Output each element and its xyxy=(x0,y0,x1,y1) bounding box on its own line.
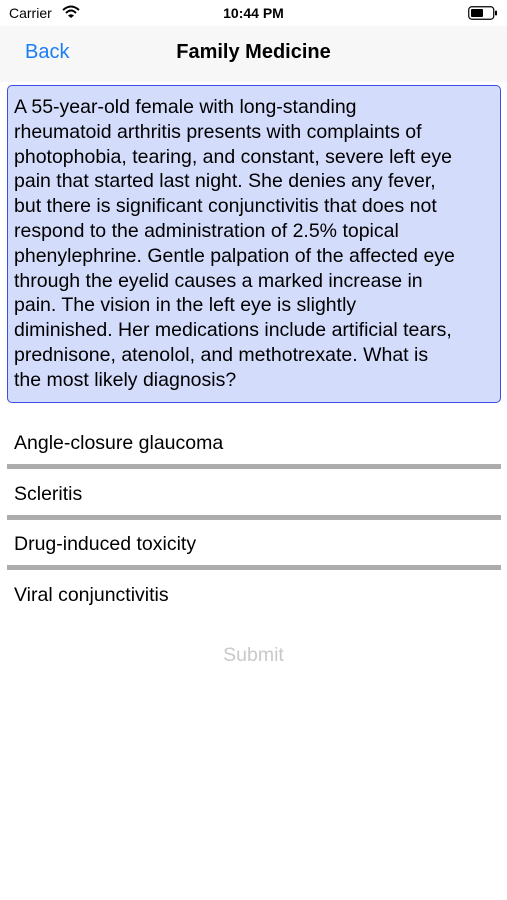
answer-option-scleritis[interactable] xyxy=(7,469,501,520)
answer-list xyxy=(7,418,501,620)
status-time: 10:44 PM xyxy=(223,5,284,21)
question-line: through the eyelid causes a marked increase in xyxy=(14,269,423,292)
carrier-label: Carrier xyxy=(9,5,52,21)
question-line: prednisone, atenolol, and methotrexate. What is xyxy=(14,343,429,366)
back-button[interactable]: Back xyxy=(25,41,70,63)
answer-option-angle-closure-glaucoma[interactable] xyxy=(7,418,501,469)
answer-label: Drug-induced toxicity xyxy=(14,533,197,555)
question-line: the most likely diagnosis? xyxy=(14,368,237,391)
status-bar xyxy=(0,0,507,26)
battery-icon xyxy=(468,6,498,20)
question-line: phenylephrine. Gentle palpation of the affected eye xyxy=(14,244,455,267)
question-text xyxy=(7,85,501,403)
answer-label: Viral conjunctivitis xyxy=(14,583,169,606)
navigation-bar xyxy=(0,26,507,82)
answer-option-viral-conjunctivitis[interactable] xyxy=(7,570,501,621)
question-line: photophobia, tearing, and constant, severe left eye xyxy=(14,145,452,168)
answer-label: Scleritis xyxy=(14,482,83,505)
answer-label: Angle-closure glaucoma xyxy=(14,432,224,454)
question-line: respond to the administration of 2.5% topical xyxy=(14,219,399,242)
page-title: Family Medicine xyxy=(176,41,331,63)
question-line: but there is significant conjunctivitis that does not xyxy=(14,195,437,218)
answer-option-drug-induced-toxicity[interactable] xyxy=(7,519,501,570)
question-line: pain. The vision in the left eye is slightly xyxy=(14,294,357,317)
submit-button[interactable]: Submit xyxy=(223,644,284,666)
question-line: rheumatoid arthritis presents with complaints of xyxy=(14,120,422,143)
question-line: A 55-year-old female with long-standing xyxy=(14,96,357,118)
question-line: diminished. Her medications include artificial tears, xyxy=(14,319,452,342)
question-line: pain that started last night. She denies any fever, xyxy=(14,170,436,193)
